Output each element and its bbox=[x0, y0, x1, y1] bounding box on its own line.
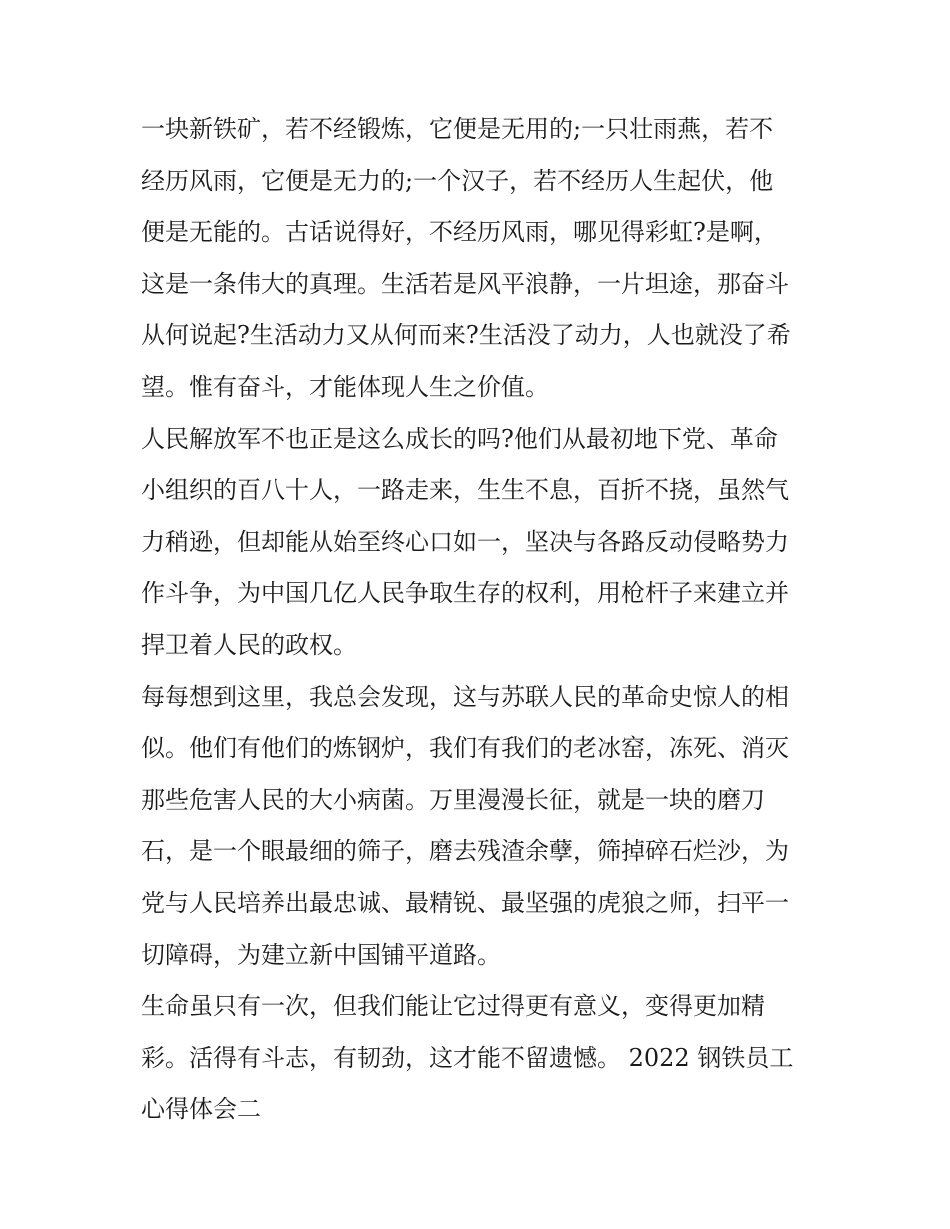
text-line: 似。他们有他们的炼钢炉，我们有我们的老冰窑，冻死、消灭 bbox=[141, 734, 789, 763]
text-line: 从何说起?生活动力又从何而来?生活没了动力，人也就没了希 bbox=[141, 321, 791, 350]
paragraph-revolution-history bbox=[141, 672, 831, 982]
text-line: 每每想到这里，我总会发现，这与苏联人民的革命史惊人的相 bbox=[141, 682, 789, 711]
text-line: 心得体会二 bbox=[141, 1095, 261, 1124]
text-line: 望。惟有奋斗，才能体现人生之价值。 bbox=[141, 372, 549, 401]
text-line: 便是无能的。古话说得好，不经历风雨，哪见得彩虹?是啊， bbox=[141, 218, 778, 247]
paragraph-life-meaning bbox=[141, 981, 831, 1136]
text-line: 那些危害人民的大小病菌。万里漫漫长征，就是一块的磨刀 bbox=[141, 785, 765, 814]
text-line: 彩。活得有斗志，有韧劲，这才能不留遗憾。 2022 钢铁员工 bbox=[141, 1043, 794, 1072]
text-line: 捍卫着人民的政权。 bbox=[141, 630, 357, 659]
text-line: 石，是一个眼最细的筛子，磨去残渣余孽，筛掉碎石烂沙，为 bbox=[141, 837, 789, 866]
text-line: 作斗争，为中国几亿人民争取生存的权利，用枪杆子来建立并 bbox=[141, 579, 789, 608]
text-line: 小组织的百八十人，一路走来，生生不息，百折不挠，虽然气 bbox=[141, 476, 789, 505]
text-line: 生命虽只有一次，但我们能让它过得更有意义，变得更加精 bbox=[141, 992, 765, 1021]
text-line: 这是一条伟大的真理。生活若是风平浪静，一片坦途，那奋斗 bbox=[141, 269, 789, 298]
text-line: 人民解放军不也正是这么成长的吗?他们从最初地下党、革命 bbox=[141, 424, 778, 453]
text-line: 经历风雨，它便是无力的;一个汉子，若不经历人生起伏，他 bbox=[141, 166, 774, 195]
text-line: 力稍逊，但却能从始至终心口如一，坚决与各路反动侵略势力 bbox=[141, 527, 789, 556]
paragraph-liberation-army bbox=[141, 414, 831, 672]
text-line: 党与人民培养出最忠诚、最精锐、最坚强的虎狼之师，扫平一 bbox=[141, 888, 789, 917]
document-body bbox=[141, 104, 831, 1136]
text-line: 一块新铁矿，若不经锻炼，它便是无用的;一只壮雨燕，若不 bbox=[141, 115, 774, 143]
text-line: 切障碍，为建立新中国铺平道路。 bbox=[141, 940, 501, 969]
paragraph-iron-ore bbox=[141, 104, 831, 414]
